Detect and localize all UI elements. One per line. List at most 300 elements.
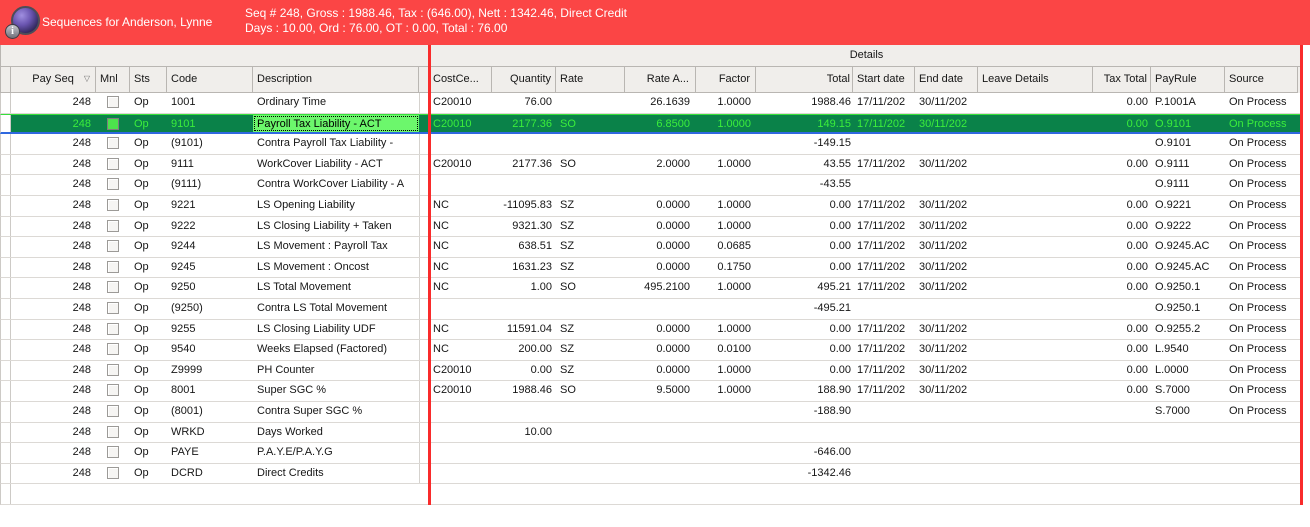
cell-payseq: 248 <box>72 466 91 479</box>
cell-code: 9540 <box>171 343 196 356</box>
cell-sts: Op <box>134 219 149 232</box>
cell-leave <box>978 175 1093 195</box>
cell-rate_amt: 2.0000 <box>656 157 690 170</box>
manual-checkbox[interactable] <box>107 405 119 417</box>
cell-start: 17/11/202 <box>857 343 906 356</box>
column-header-factor[interactable]: Factor <box>696 67 756 93</box>
cell-rate: SZ <box>560 240 575 253</box>
focused-cell: Payroll Tax Liability - ACT <box>253 115 419 133</box>
cell-qty: 11591.04 <box>506 322 552 335</box>
cell-sts: Op <box>134 322 149 335</box>
column-header-payseq[interactable]: Pay Seq ▽ <box>11 67 96 93</box>
cell-rate: SZ <box>560 198 575 211</box>
cell-mnl <box>96 134 130 154</box>
column-header-desc[interactable]: Description <box>253 67 419 93</box>
cell-costce <box>429 134 492 154</box>
manual-checkbox[interactable] <box>107 240 119 252</box>
cell-tax <box>1093 134 1151 154</box>
cell-rate <box>556 423 625 443</box>
manual-checkbox[interactable] <box>107 281 119 293</box>
cell-qty <box>492 402 556 422</box>
cell-desc: LS Closing Liability UDF <box>257 322 376 335</box>
cell-payseq: 248 <box>72 137 91 150</box>
cell-payrule <box>1151 443 1225 463</box>
cell-code: 9221 <box>171 198 196 211</box>
cell-mnl <box>96 402 130 422</box>
cell-code: (9250) <box>171 301 203 314</box>
cell-leave <box>978 196 1093 216</box>
cell-rate <box>556 402 625 422</box>
cell-total: -495.21 <box>813 301 851 314</box>
cell-rate <box>556 93 625 113</box>
cell-source: On Process <box>1229 301 1287 314</box>
cell-code: 9244 <box>171 240 196 253</box>
cell-costce: NC <box>433 198 449 211</box>
manual-checkbox[interactable] <box>107 220 119 232</box>
cell-end: 30/11/202 <box>919 384 968 397</box>
column-header-rate_amt[interactable]: Rate A... <box>625 67 696 93</box>
cell-end: 30/11/202 <box>919 157 968 170</box>
table-row[interactable] <box>0 443 1303 464</box>
cell-payrule: O.9101 <box>1155 117 1192 130</box>
cell-total: -646.00 <box>813 446 851 459</box>
cell-leave <box>978 258 1093 278</box>
cell-sts: Op <box>134 96 149 108</box>
manual-checkbox[interactable] <box>107 426 119 438</box>
cell-payrule: O.9111 <box>1155 157 1190 170</box>
cell-source: On Process <box>1229 137 1287 150</box>
column-header-tax[interactable]: Tax Total <box>1093 67 1151 93</box>
cell-sts: Op <box>134 260 149 273</box>
cell-costce: NC <box>433 343 449 356</box>
cell-code: PAYE <box>171 446 199 459</box>
cell-payseq: 248 <box>72 96 91 108</box>
cell-mnl <box>96 320 130 340</box>
column-header-start[interactable]: Start date <box>853 67 915 93</box>
cell-sts: Op <box>134 466 149 479</box>
cell-rate: SZ <box>560 322 575 335</box>
cell-tax <box>1093 402 1151 422</box>
cell-tax <box>1093 464 1151 484</box>
table-row[interactable] <box>0 258 1303 279</box>
cell-end: 30/11/202 <box>919 240 968 253</box>
cell-payrule: O.9245.AC <box>1155 260 1210 273</box>
manual-checkbox[interactable] <box>107 364 119 376</box>
table-row[interactable] <box>0 381 1303 402</box>
cell-factor: 1.0000 <box>717 322 751 335</box>
cell-factor: 0.0100 <box>717 343 751 356</box>
cell-start: 17/11/202 <box>857 322 906 335</box>
cell-factor: 0.1750 <box>717 260 751 273</box>
cell-rate_amt: 9.5000 <box>656 384 690 397</box>
cell-payseq: 248 <box>72 384 91 397</box>
cell-rate <box>556 134 625 154</box>
cell-payrule: L.0000 <box>1155 363 1189 376</box>
cell-tax: 0.00 <box>1126 343 1148 356</box>
cell-code: 9255 <box>171 322 196 335</box>
cell-code: 9222 <box>171 219 196 232</box>
cell-leave <box>978 237 1093 257</box>
cell-rate_amt <box>625 134 696 154</box>
cell-rate: SZ <box>560 363 575 376</box>
cell-desc: Contra LS Total Movement <box>257 301 388 314</box>
row-gutter <box>1 155 11 175</box>
cell-mnl <box>96 278 130 298</box>
cell-source: On Process <box>1229 157 1287 170</box>
table-row[interactable] <box>0 175 1303 196</box>
cell-tax: 0.00 <box>1126 219 1148 232</box>
cell-qty: 9321.30 <box>512 219 552 232</box>
table-row[interactable] <box>0 155 1303 176</box>
cell-tax: 0.00 <box>1126 157 1148 170</box>
cell-rate: SO <box>560 157 576 170</box>
group-header-spacer <box>1 45 431 66</box>
column-header-qty[interactable]: Quantity <box>492 67 556 93</box>
cell-start <box>853 299 915 319</box>
cell-mnl <box>96 443 130 463</box>
cell-qty: 0.00 <box>530 363 552 376</box>
cell-end <box>915 134 978 154</box>
cell-total: 149.15 <box>817 117 851 130</box>
cell-code: Z9999 <box>171 363 203 376</box>
cell-total: -43.55 <box>819 178 851 191</box>
cell-end: 30/11/202 <box>919 96 968 108</box>
cell-source: On Process <box>1229 240 1287 253</box>
cell-end: 30/11/202 <box>919 198 968 211</box>
cell-costce <box>429 175 492 195</box>
cell-source: On Process <box>1229 343 1287 356</box>
cell-tax: 0.00 <box>1126 240 1148 253</box>
cell-payrule: S.7000 <box>1155 384 1190 397</box>
table-row[interactable] <box>0 217 1303 238</box>
cell-rate_amt <box>625 464 696 484</box>
cell-mnl <box>96 175 130 195</box>
manual-checkbox[interactable] <box>107 446 119 458</box>
column-header-payrule[interactable]: PayRule <box>1151 67 1225 93</box>
cell-qty: 10.00 <box>524 425 552 438</box>
sequences-window-icon <box>8 6 38 36</box>
cell-total: 0.00 <box>829 198 851 211</box>
column-header-mnl[interactable]: Mnl <box>96 67 130 93</box>
cell-costce: NC <box>433 281 449 294</box>
column-header-code[interactable]: Code <box>167 67 253 93</box>
cell-source: On Process <box>1229 384 1287 397</box>
cell-start <box>853 464 915 484</box>
cell-sts: Op <box>134 301 149 314</box>
manual-checkbox[interactable] <box>107 343 119 355</box>
cell-factor <box>696 402 756 422</box>
cell-end <box>915 443 978 463</box>
cell-mnl <box>96 155 130 175</box>
cell-factor <box>696 464 756 484</box>
cell-leave <box>978 381 1093 401</box>
row-gutter <box>1 258 11 278</box>
cell-qty: -11095.83 <box>503 198 552 211</box>
cell-qty <box>492 443 556 463</box>
manual-checkbox[interactable] <box>107 118 119 130</box>
cell-tax: 0.00 <box>1126 363 1148 376</box>
column-header-row <box>0 67 1303 93</box>
cell-costce <box>429 423 492 443</box>
cell-code: WRKD <box>171 425 205 438</box>
cell-sts: Op <box>134 137 149 150</box>
cell-end: 30/11/202 <box>919 322 968 335</box>
manual-checkbox[interactable] <box>107 323 119 335</box>
cell-payrule: O.9111 <box>1155 178 1190 191</box>
column-header-leave[interactable]: Leave Details <box>978 67 1093 93</box>
row-gutter <box>1 115 11 133</box>
cell-payrule: O.9221 <box>1155 198 1192 211</box>
cell-rate <box>556 443 625 463</box>
row-gutter <box>1 340 11 360</box>
grid-body <box>0 93 1303 505</box>
cell-qty <box>492 464 556 484</box>
cell-tax <box>1093 299 1151 319</box>
window-titlebar <box>0 0 1310 45</box>
cell-desc: Contra Super SGC % <box>257 404 363 417</box>
cell-factor: 1.0000 <box>717 157 751 170</box>
row-gutter <box>1 361 11 381</box>
pay-summary-line2: Days : 10.00, Ord : 76.00, OT : 0.00, Total : 76.00 <box>245 21 508 35</box>
table-row[interactable] <box>0 361 1303 382</box>
cell-payseq: 248 <box>72 198 91 211</box>
cell-qty: 1988.46 <box>512 384 552 397</box>
cell-end: 30/11/202 <box>919 281 968 294</box>
cell-costce <box>429 299 492 319</box>
cell-payrule: S.7000 <box>1155 404 1190 417</box>
cell-mnl <box>96 381 130 401</box>
table-row[interactable] <box>0 402 1303 423</box>
cell-mnl <box>96 217 130 237</box>
table-row[interactable] <box>0 340 1303 361</box>
cell-rate: SO <box>560 384 576 397</box>
cell-desc: Contra WorkCover Liability - A <box>257 178 405 191</box>
cell-factor <box>696 134 756 154</box>
cell-sts: Op <box>134 404 149 417</box>
cell-leave <box>978 464 1093 484</box>
cell-payseq: 248 <box>72 178 91 191</box>
cell-desc: PH Counter <box>257 363 315 376</box>
cell-desc: Ordinary Time <box>257 96 327 108</box>
cell-leave <box>978 299 1093 319</box>
column-header-total[interactable]: Total <box>756 67 853 93</box>
cell-sts: Op <box>134 281 149 294</box>
cell-end: 30/11/202 <box>919 260 968 273</box>
cell-source: On Process <box>1229 363 1287 376</box>
cell-payseq: 248 <box>72 301 91 314</box>
cell-source: On Process <box>1229 260 1287 273</box>
manual-checkbox[interactable] <box>107 261 119 273</box>
cell-sts: Op <box>134 343 149 356</box>
table-row[interactable] <box>0 299 1303 320</box>
cell-desc: LS Movement : Oncost <box>257 260 369 273</box>
cell-payseq: 248 <box>72 117 91 130</box>
cell-rate: SO <box>560 117 576 130</box>
cell-payseq: 248 <box>72 425 91 438</box>
manual-checkbox[interactable] <box>107 384 119 396</box>
cell-payseq: 248 <box>72 240 91 253</box>
cell-rate <box>556 175 625 195</box>
table-row[interactable] <box>0 134 1303 155</box>
manual-checkbox[interactable] <box>107 178 119 190</box>
cell-code: 9250 <box>171 281 196 294</box>
cell-qty: 2177.36 <box>512 117 552 130</box>
cell-factor: 1.0000 <box>717 363 751 376</box>
cell-qty: 1631.23 <box>512 260 552 273</box>
cell-costce: C20010 <box>433 384 472 397</box>
cell-total: 0.00 <box>829 219 851 232</box>
cell-start <box>853 402 915 422</box>
cell-mnl <box>96 340 130 360</box>
cell-sts: Op <box>134 446 149 459</box>
cell-mnl <box>96 258 130 278</box>
manual-checkbox[interactable] <box>107 96 119 108</box>
table-row[interactable] <box>0 320 1303 341</box>
cell-tax <box>1093 423 1151 443</box>
cell-total: 0.00 <box>829 260 851 273</box>
cell-costce: C20010 <box>433 96 472 108</box>
cell-mnl <box>96 237 130 257</box>
cell-total: 0.00 <box>829 240 851 253</box>
cell-tax <box>1093 443 1151 463</box>
cell-factor: 0.0685 <box>717 240 751 253</box>
cell-rate <box>556 464 625 484</box>
cell-payrule: O.9245.AC <box>1155 240 1210 253</box>
cell-payseq: 248 <box>72 219 91 232</box>
cell-leave <box>978 423 1093 443</box>
row-gutter <box>1 93 11 113</box>
cell-total: -1342.46 <box>807 466 851 479</box>
row-gutter <box>1 381 11 401</box>
cell-mnl <box>96 115 130 133</box>
sequences-grid <box>0 45 1310 505</box>
cell-end: 30/11/202 <box>919 117 968 130</box>
cell-payrule: O.9101 <box>1155 137 1192 150</box>
cell-end: 30/11/202 <box>919 219 968 232</box>
column-header-end[interactable]: End date <box>915 67 978 93</box>
cell-rate_amt <box>625 443 696 463</box>
cell-rate: SZ <box>560 343 575 356</box>
row-gutter <box>1 217 11 237</box>
cell-code: 9101 <box>171 117 196 130</box>
cell-payrule: O.9250.1 <box>1155 281 1201 294</box>
cell-code: 1001 <box>171 96 196 108</box>
manual-checkbox[interactable] <box>107 137 119 149</box>
cell-start: 17/11/202 <box>857 219 906 232</box>
cell-total: 43.55 <box>823 157 851 170</box>
cell-desc: LS Movement : Payroll Tax <box>257 240 388 253</box>
cell-start: 17/11/202 <box>857 96 906 108</box>
cell-payrule <box>1151 464 1225 484</box>
cell-qty: 2177.36 <box>512 157 552 170</box>
cell-rate <box>556 299 625 319</box>
table-row[interactable] <box>0 423 1303 444</box>
cell-payseq: 248 <box>72 343 91 356</box>
cell-payseq: 248 <box>72 157 91 170</box>
cell-leave <box>978 340 1093 360</box>
cell-leave <box>978 217 1093 237</box>
cell-tax <box>1093 175 1151 195</box>
cell-source: On Process <box>1229 96 1287 108</box>
table-row[interactable] <box>0 278 1303 299</box>
cell-code: (9101) <box>171 137 203 150</box>
cell-leave <box>978 115 1093 133</box>
column-header-rate[interactable]: Rate <box>556 67 625 93</box>
details-panel-divider-right <box>1300 45 1303 505</box>
cell-rate: SZ <box>560 260 575 273</box>
cell-payseq: 248 <box>72 322 91 335</box>
manual-checkbox[interactable] <box>107 158 119 170</box>
cell-total: 0.00 <box>829 343 851 356</box>
cell-tax: 0.00 <box>1126 117 1148 130</box>
cell-qty <box>492 299 556 319</box>
cell-end <box>915 299 978 319</box>
cell-tax: 0.00 <box>1126 322 1148 335</box>
cell-factor: 1.0000 <box>717 281 751 294</box>
cell-rate_amt: 0.0000 <box>656 219 690 232</box>
cell-start: 17/11/202 <box>857 363 906 376</box>
cell-desc: Weeks Elapsed (Factored) <box>257 343 388 356</box>
manual-checkbox[interactable] <box>107 199 119 211</box>
window-title: Sequences for Anderson, Lynne <box>42 15 213 29</box>
table-row[interactable] <box>0 464 1303 485</box>
cell-tax: 0.00 <box>1126 260 1148 273</box>
manual-checkbox[interactable] <box>107 467 119 479</box>
cell-rate_amt: 495.2100 <box>644 281 690 294</box>
column-header-costce[interactable]: CostCe... <box>429 67 492 93</box>
cell-code: (8001) <box>171 404 203 417</box>
cell-total <box>756 423 853 443</box>
row-gutter <box>1 278 11 298</box>
cell-leave <box>978 278 1093 298</box>
cell-rate_amt: 0.0000 <box>656 363 690 376</box>
table-row[interactable] <box>0 196 1303 217</box>
cell-code: 8001 <box>171 384 196 397</box>
table-row[interactable] <box>0 114 1303 135</box>
cell-rate: SO <box>560 281 576 294</box>
cell-sts: Op <box>134 363 149 376</box>
row-gutter <box>1 464 11 484</box>
cell-factor: 1.0000 <box>717 117 751 130</box>
cell-start: 17/11/202 <box>857 281 906 294</box>
cell-factor <box>696 423 756 443</box>
cell-payrule: O.9222 <box>1155 219 1192 232</box>
table-row[interactable] <box>0 93 1303 114</box>
cell-payrule: O.9255.2 <box>1155 322 1201 335</box>
cell-rate_amt: 26.1639 <box>650 96 690 108</box>
cell-qty: 638.51 <box>518 240 552 253</box>
cell-start: 17/11/202 <box>857 384 906 397</box>
cell-desc: LS Opening Liability <box>257 198 355 211</box>
cell-factor: 1.0000 <box>717 219 751 232</box>
cell-source <box>1225 423 1298 443</box>
cell-code: DCRD <box>171 466 203 479</box>
cell-tax: 0.00 <box>1126 198 1148 211</box>
cell-source <box>1225 464 1298 484</box>
column-header-sts[interactable]: Sts <box>130 67 167 93</box>
cell-leave <box>978 402 1093 422</box>
cell-costce: C20010 <box>433 117 472 130</box>
column-header-source[interactable]: Source <box>1225 67 1298 93</box>
table-row[interactable] <box>0 237 1303 258</box>
cell-desc: P.A.Y.E/P.A.Y.G <box>257 446 333 459</box>
cell-total: 0.00 <box>829 322 851 335</box>
cell-sts: Op <box>134 178 149 191</box>
cell-leave <box>978 443 1093 463</box>
cell-leave <box>978 320 1093 340</box>
cell-payseq: 248 <box>72 363 91 376</box>
manual-checkbox[interactable] <box>107 302 119 314</box>
